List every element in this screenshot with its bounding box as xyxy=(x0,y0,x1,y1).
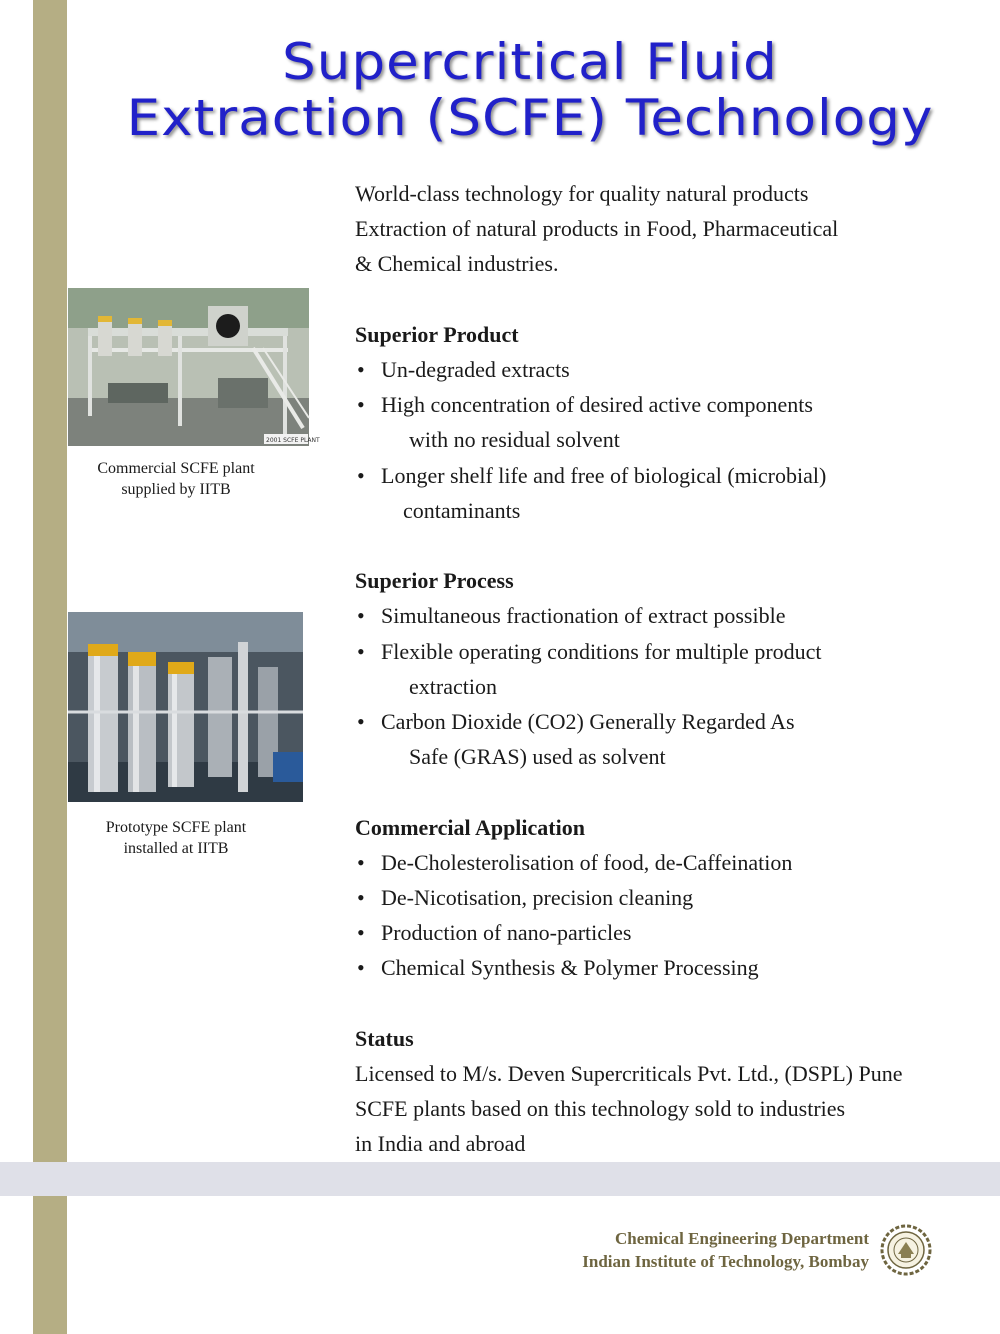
list-item: • Flexible operating conditions for multiple product extraction xyxy=(355,634,995,704)
photo-stamp-text: 2001 SCFE PLANT xyxy=(266,437,320,444)
list-item: • De-Nicotisation, precision cleaning xyxy=(355,880,995,915)
list-item: • Un-degraded extracts xyxy=(355,352,995,387)
footer-institute: Indian Institute of Technology, Bombay xyxy=(582,1252,869,1271)
caption-2-line-1: Prototype SCFE plant xyxy=(105,819,247,836)
prototype-plant-illustration xyxy=(68,612,303,802)
list-item: • High concentration of desired active components with no residual solvent xyxy=(355,387,995,457)
list-item: • Longer shelf life and free of biological (microbial) contaminants xyxy=(355,458,995,528)
superior-product-list xyxy=(355,352,995,528)
iit-bombay-seal-icon xyxy=(880,1224,932,1276)
footer-institution xyxy=(582,1227,869,1273)
status-line-1: Licensed to M/s. Deven Supercriticals Pvt. Ltd., (DSPL) Pune xyxy=(355,1061,903,1087)
intro-line-2: Extraction of natural products in Food, Pharmaceutical xyxy=(355,216,839,242)
list-item: • Chemical Synthesis & Polymer Processing xyxy=(355,950,995,985)
list-item: • Production of nano-particles xyxy=(355,915,995,950)
status-line-2: SCFE plants based on this technology sold to industries xyxy=(355,1096,846,1122)
caption-1-line-1: Commercial SCFE plant xyxy=(97,460,255,477)
list-item: • Simultaneous fractionation of extract possible xyxy=(355,598,995,633)
prototype-plant-photo xyxy=(68,612,303,802)
commercial-application-list xyxy=(355,845,995,986)
horizontal-band-decoration xyxy=(0,1162,1000,1196)
status-line-3: in India and abroad xyxy=(355,1131,526,1157)
superior-process-list xyxy=(355,598,995,774)
poster-title xyxy=(74,34,986,146)
side-bar-decoration xyxy=(33,0,67,1334)
commercial-plant-illustration xyxy=(68,288,320,446)
title-line-2: Extraction (SCFE) Technology xyxy=(126,89,934,147)
footer-department: Chemical Engineering Department xyxy=(614,1229,869,1248)
intro-line-1: World-class technology for quality natural products xyxy=(355,181,809,206)
list-item: • De-Cholesterolisation of food, de-Caffeination xyxy=(355,845,995,880)
main-content xyxy=(355,176,995,1162)
prototype-plant-caption xyxy=(56,817,296,859)
intro-line-3: & Chemical industries. xyxy=(355,251,559,277)
commercial-plant-caption xyxy=(56,458,296,500)
list-item: • Carbon Dioxide (CO2) Generally Regarded As Safe (GRAS) used as solvent xyxy=(355,704,995,774)
caption-2-line-2: installed at IITB xyxy=(123,840,229,857)
superior-process-heading: Superior Process xyxy=(355,568,514,594)
commercial-application-heading: Commercial Application xyxy=(355,814,585,840)
caption-1-line-2: supplied by IITB xyxy=(121,481,231,498)
title-line-1: Supercritical Fluid xyxy=(282,33,778,91)
commercial-plant-photo xyxy=(68,288,320,446)
superior-product-heading: Superior Product xyxy=(355,321,519,347)
status-heading: Status xyxy=(355,1025,414,1051)
